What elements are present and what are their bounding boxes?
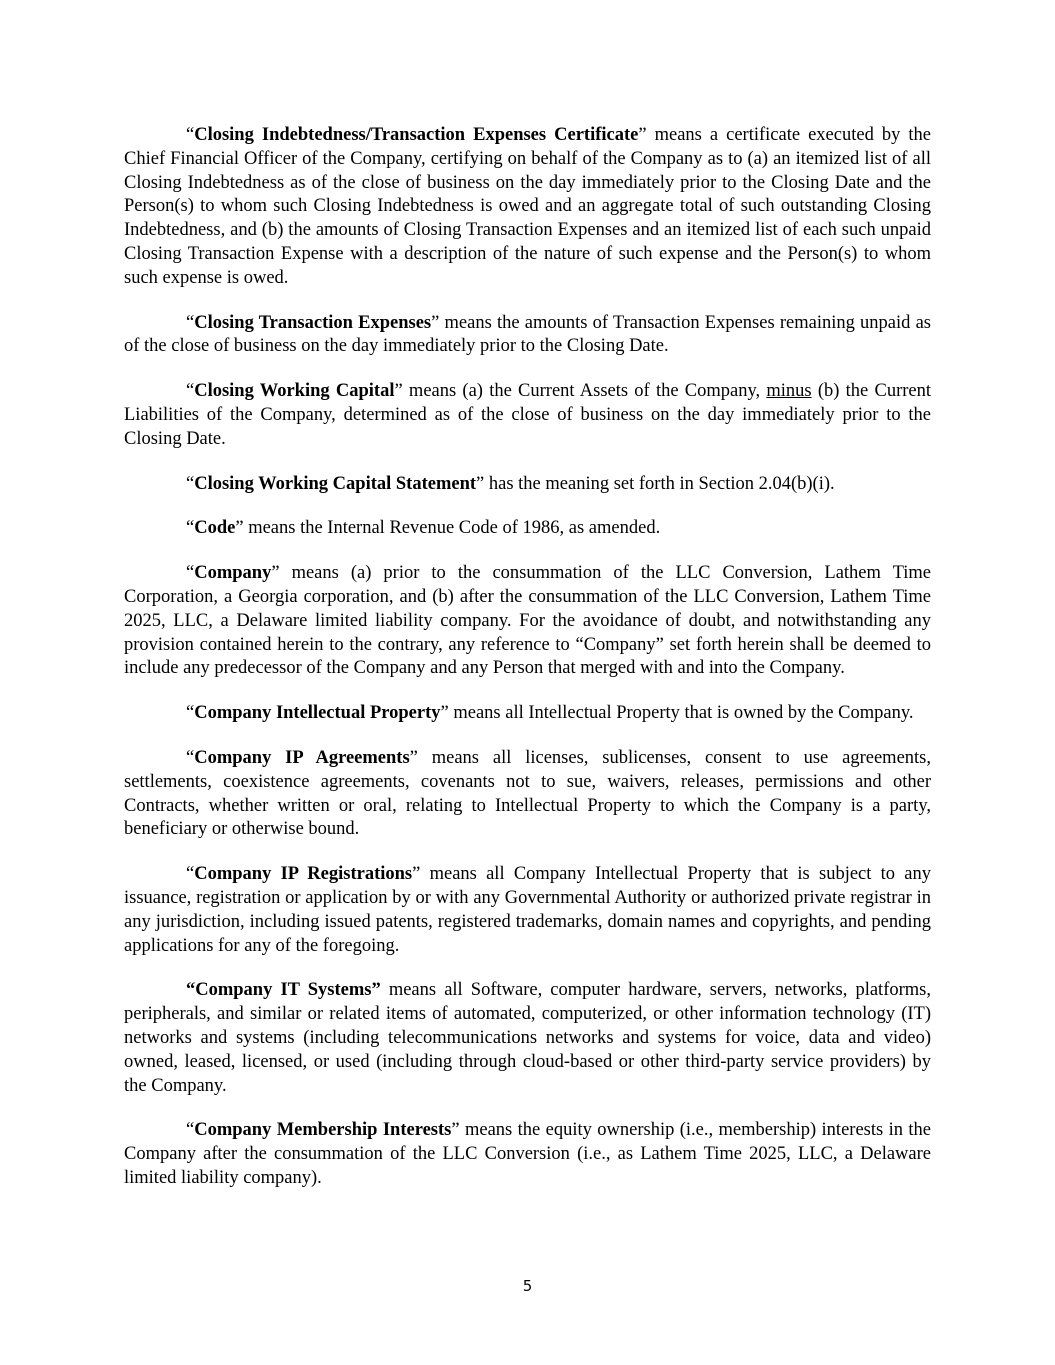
definition-closing-working-capital (124, 380, 931, 451)
defined-term: Company (194, 563, 272, 584)
definition-company-intellectual-property (124, 702, 931, 726)
definition-text: means (a) the Current Assets of the Company, (402, 381, 767, 402)
definition-text: means all Software, computer hardware, servers, networks, platforms, peripherals, and similar or related items of automated, computerized, or other information technology (IT) networks and systems (including telecommunications networks and systems for voice, data and video) owned, leased, licensed, or used (including through cloud-based or other third-party service providers) by the Company. (124, 980, 931, 1096)
definition-company-ip-registrations (124, 863, 931, 958)
definition-text: means all Company Intellectual Property that is subject to any issuance, registration or application by or with any Governmental Authority or authorized private registrar in any jurisdiction, including issued patents, registered trademarks, domain names and copyrights, and pending applications for any of the foregoing. (124, 864, 931, 956)
defined-term: Company IP Agreements (194, 747, 410, 768)
definition-closing-transaction-expenses (124, 312, 931, 360)
defined-term: Closing Working Capital (194, 381, 395, 402)
page-number: 5 (522, 1277, 533, 1295)
definition-code (124, 517, 931, 541)
open-quote: “ (186, 563, 195, 584)
definition-text: means the equity ownership (i.e., membership) interests in the Company after the consummation of the LLC Conversion (i.e., as Lathem Time 2025, LLC, a Delaware limited liability company). (124, 1120, 931, 1188)
defined-term: Company Membership Interests (194, 1120, 452, 1141)
close-quote: ” (409, 747, 418, 768)
defined-term: Company Intellectual Property (194, 703, 441, 724)
defined-term: Code (194, 518, 236, 539)
definition-text: means all Intellectual Property that is owned by the Company. (448, 703, 914, 724)
underlined-minus: minus (766, 381, 812, 402)
definition-text: has the meaning set forth in Section 2.04(b)(i). (484, 473, 835, 494)
close-quote: ” (271, 563, 280, 584)
document-page (124, 124, 931, 1212)
close-quote: ” (394, 381, 403, 402)
open-quote: “ (186, 518, 195, 539)
definition-text: means the amounts of Transaction Expenses remaining unpaid as of the close of business on the day immediately prior to the Closing Date. (124, 312, 931, 357)
open-quote: “ (186, 381, 195, 402)
close-quote: ” (440, 703, 449, 724)
close-quote: ” (451, 1120, 460, 1141)
open-quote: “ (186, 125, 195, 145)
definition-closing-working-capital-statement (124, 473, 931, 497)
open-quote: “ (186, 473, 195, 494)
definition-text: means all licenses, sublicenses, consent to use agreements, settlements, coexistence agreements, covenants not to sue, waivers, releases, permissions and other Contracts, whether written or oral, relating to Intellectual Property to which the Company is a party, beneficiary or otherwise bound. (124, 747, 931, 840)
definition-text-continued: (b) the Current Liabilities of the Company, determined as of the close of business on the day immediately prior to the Closing Date. (124, 381, 931, 449)
open-quote: “ (186, 864, 195, 885)
close-quote: ” (431, 312, 440, 333)
definition-text: means (a) prior to the consummation of the LLC Conversion, Lathem Time Corporation, a Georgia corporation, and (b) after the consummation of the LLC Conversion, Lathem Time 2025, LLC, a Delaware limited liability company. For the avoidance of doubt, and notwithstanding any provision contained herein to the contrary, any reference to “Company” set forth herein shall be deemed to include any predecessor of the Company and any Person that merged with and into the Company. (124, 563, 931, 679)
close-quote: ” (412, 864, 421, 885)
defined-term: “Company IT Systems” (186, 980, 381, 1001)
open-quote: “ (186, 703, 195, 724)
open-quote: “ (186, 747, 195, 768)
definition-text: means the Internal Revenue Code of 1986, as amended. (243, 518, 661, 539)
definition-closing-indebtedness-certificate (124, 124, 931, 291)
definition-company-membership-interests (124, 1119, 931, 1190)
defined-term: Company IP Registrations (194, 864, 413, 885)
definition-company-it-systems (124, 979, 931, 1098)
defined-term: Closing Transaction Expenses (194, 312, 432, 333)
definition-company-ip-agreements (124, 747, 931, 842)
close-quote: ” (476, 473, 485, 494)
close-quote: ” (235, 518, 244, 539)
defined-term: Closing Indebtedness/Transaction Expenses Certificate (194, 125, 639, 145)
open-quote: “ (186, 1120, 195, 1141)
defined-term: Closing Working Capital Statement (194, 473, 477, 494)
definition-company (124, 562, 931, 681)
definition-text: means a certificate executed by the Chief Financial Officer of the Company, certifying on behalf of the Company as to (a) an itemized list of all Closing Indebtedness as of the close of business on the day immediately prior to the Closing Date and the Person(s) to whom such Closing Indebtedness is owed and an aggregate total of such outstanding Closing Indebtedness, and (b) the amounts of Closing Transaction Expenses and an itemized list of each such unpaid Closing Transaction Expense with a description of the nature of such expense and the Person(s) to whom such expense is owed. (124, 125, 931, 288)
open-quote: “ (186, 312, 195, 333)
close-quote: ” (638, 125, 647, 145)
